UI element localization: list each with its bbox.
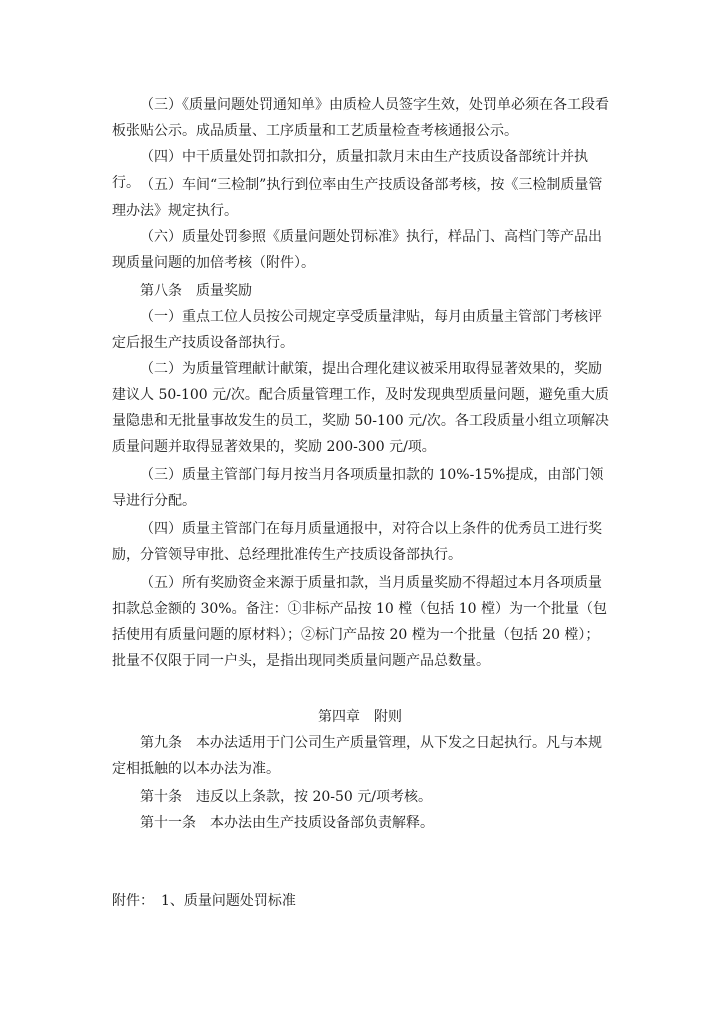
reward-paragraph-1: （一）重点工位人员按公司规定享受质量津贴，每月由质量主管部门考核评定后报生产技质设备部执行。 [112,309,602,351]
article-11: 第十一条 本办法由生产技质设备部负责解释。 [140,815,434,831]
reward-paragraph-2: （二）为质量管理献计献策，提出合理化建议被采用取得显著效果的，奖励建议人 50-100 元/次。配合质量管理工作，及时发现典型质量问题，避免重大质量隐患和无批量事故发生的员工，奖励 50-100 元/次。各工段质量小组立项解决质量问题并取得显著效果的，奖励 200-300 元/项。 [112,361,609,455]
paragraph-5: （五）车间“三检制”执行到位率由生产技质设备部考核，按《三检制质量管理办法》规定执行。 [112,177,603,219]
reward-paragraph-4: （四）质量主管部门在每月质量通报中，对符合以上条件的优秀员工进行奖励，分管领导审批、总经理批准传生产技质设备部执行。 [112,521,602,563]
reward-paragraph-3: （三）质量主管部门每月按当月各项质量扣款的 10%-15%提成，由部门领导进行分配。 [112,467,604,509]
chapter-heading: 第四章 附则 [318,709,402,725]
reward-paragraph-5: （五）所有奖励资金来源于质量扣款，当月质量奖励不得超过本月各项质量扣款总金额的 30%。备注：①非标产品按 10 樘（包括 10 樘）为一个批量（包括使用有质量问题的原材料）；②标门产品按 20 樘为一个批量（包括 20 樘）；批量不仅限于同一户头，是指出现同类质量问题产品总数量。 [112,575,607,669]
paragraph-6: （六）质量处罚参照《质量问题处罚标准》执行，样品门、高档门等产品出现质量问题的加倍考核（附件）。 [112,229,602,271]
article-10: 第十条 违反以上条款，按 20-50 元/项考核。 [140,789,432,805]
article-9: 第九条 本办法适用于门公司生产质量管理，从下发之日起执行。凡与本规定相抵触的以本办法为准。 [112,735,602,777]
attachment-line: 附件： 1、质量问题处罚标准 [112,893,296,909]
paragraph-3: （三）《质量问题处罚通知单》由质检人员签字生效，处罚单必须在各工段看板张贴公示。成品质量、工序质量和工艺质量检查考核通报公示。 [112,97,609,139]
article-8-title: 第八条 质量奖励 [140,283,252,299]
paragraph-4: （四）中干质量处罚扣款扣分，质量扣款月末由生产技质设备部统计并执行。 [112,149,588,191]
